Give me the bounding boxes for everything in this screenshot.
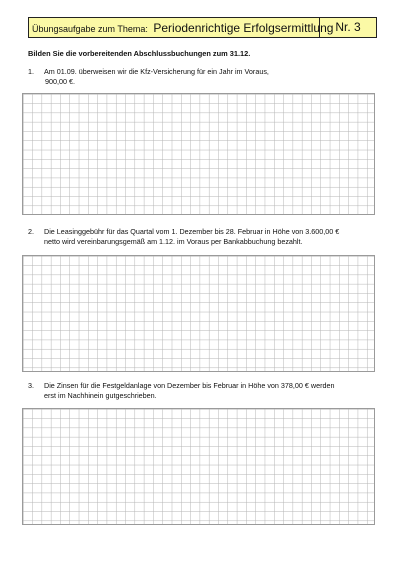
header-prefix: Übungsaufgabe zum Thema: [32, 24, 148, 34]
task-1-amount: 900,00 €. [45, 77, 75, 86]
exercise-number: Nr. 3 [335, 20, 361, 34]
task-3-text [44, 381, 334, 401]
answer-grid-2[interactable] [22, 255, 375, 372]
task-2-number: 2. [28, 227, 34, 236]
answer-grid-1[interactable] [22, 93, 375, 215]
worksheet-header [28, 17, 377, 38]
task-3-line-1: Die Zinsen für die Festgeldanlage von Dezember bis Februar in Höhe von 378,00 € werden [44, 381, 335, 390]
task-3-number: 3. [28, 381, 34, 390]
task-2-line-2: netto wird vereinbarungsgemäß am 1.12. im Voraus per Bankabbuchung bezahlt. [44, 237, 303, 246]
task-3-line-2: erst im Nachhinein gutgeschrieben. [44, 391, 157, 400]
task-1-number: 1. [28, 67, 34, 76]
task-1-text [44, 67, 269, 87]
header-topic-cell [29, 18, 334, 37]
instruction-text: Bilden Sie die vorbereitenden Abschlussbuchungen zum 31.12. [28, 49, 251, 58]
task-2-text [44, 227, 339, 247]
task-2-line-1: Die Leasinggebühr für das Quartal vom 1. Dezember bis 28. Februar in Höhe von 3.600,00 € [44, 227, 340, 236]
header-topic: Periodenrichtige Erfolgsermittlung [153, 21, 334, 35]
task-1-line-1: Am 01.09. überweisen wir die Kfz-Versicherung für ein Jahr im Voraus, [44, 67, 269, 76]
answer-grid-3[interactable] [22, 408, 375, 525]
